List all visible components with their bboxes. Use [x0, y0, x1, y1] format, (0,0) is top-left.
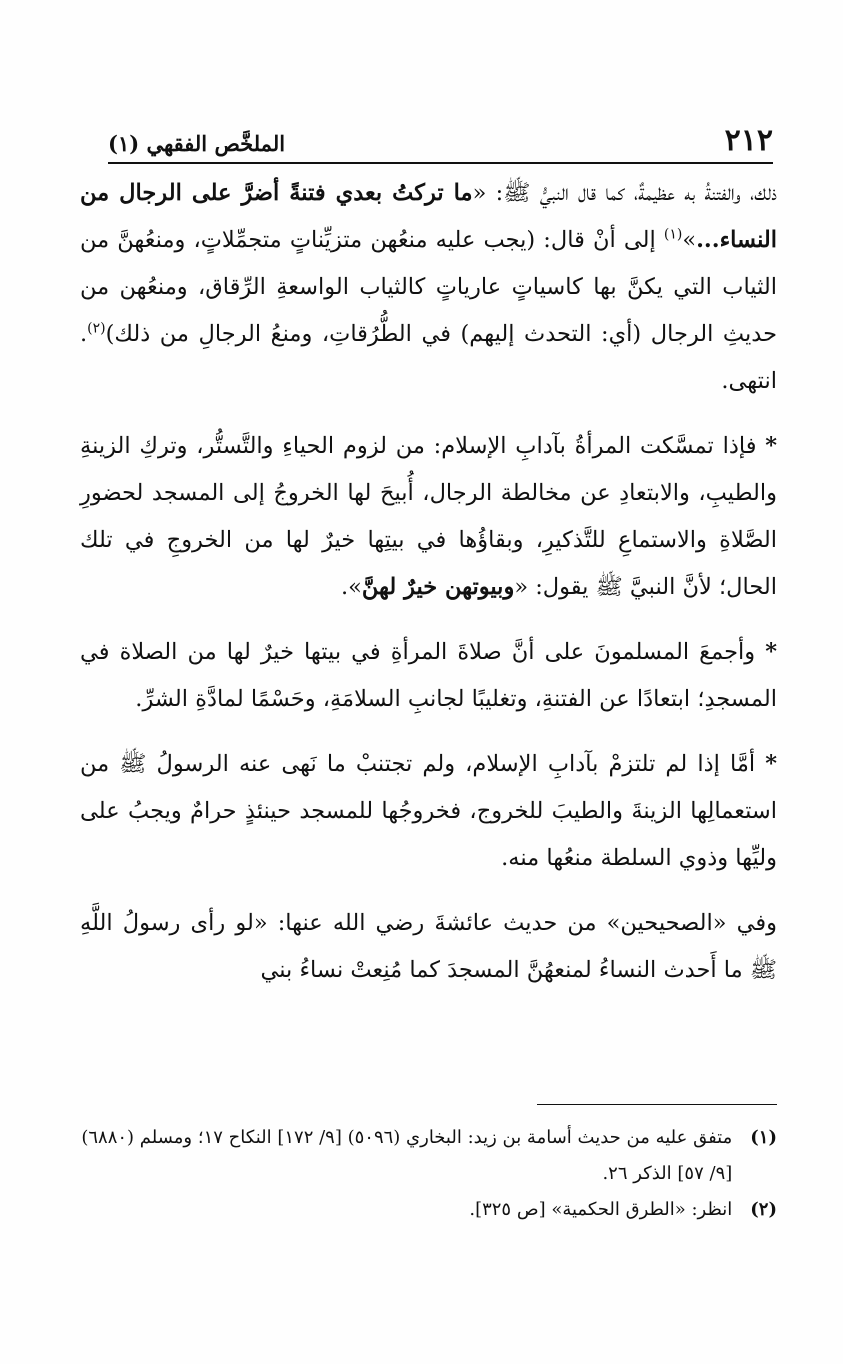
bullet-star: * — [765, 433, 777, 459]
hadith-quote-2: وبيوتهن خيرٌ لهنَّ — [361, 574, 515, 600]
footnotes — [80, 1120, 777, 1228]
p5-text: وفي «الصحيحين» من حديث عائشةَ رضي الله عنها: «لو رأى رسولُ اللَّهِ ﷺ ما أَحدث النساءُ لمنعهُنَّ المسجدَ كما مُنِعتْ نساءُ بني — [80, 910, 777, 983]
p1-intro: ذلك، والفتنةُ به عظيمةٌ، كما قال النبيُّ ﷺ: « — [472, 180, 777, 206]
footnote-divider — [537, 1104, 777, 1105]
p4-text: أمَّا إذا لم تلتزمْ بآدابِ الإسلام، ولم تجتنبْ ما نَهى عنه الرسولُ ﷺ من استعمالِها الزينةَ والطيبَ للخروج، فخروجُها للمسجد حينئذٍ حرامٌ ويجبُ على وليِّها وذوي السلطة منعُها منه. — [80, 751, 777, 871]
p2-ending: ». — [340, 574, 362, 600]
paragraph-3 — [80, 629, 777, 723]
footnote-ref-2[interactable]: (٢) — [87, 320, 106, 337]
paragraph-2 — [80, 423, 777, 611]
p3-text: وأجمعَ المسلمونَ على أنَّ صلاةَ المرأةِ في بيتها خيرٌ لها من الصلاة في المسجدِ؛ ابتعادًا عن الفتنةِ، وتغليبًا لجانبِ السلامَةِ، وحَسْمًا لمادَّةِ الشرِّ. — [80, 639, 777, 712]
page-header — [108, 112, 773, 164]
footnote-text: انظر: «الطرق الحكمية» [ص ٣٢٥]. — [469, 1199, 733, 1220]
hadith-quote-1: ما تركتُ بعدي فتنةً أضرَّ على الرجال من النساء... — [80, 180, 777, 253]
page-number: ٢١٢ — [724, 123, 773, 158]
footnote-ref-1[interactable]: (١) — [663, 226, 683, 243]
paragraph-1 — [80, 170, 777, 405]
bullet-star: * — [765, 639, 777, 665]
p1-quote-close: » — [682, 227, 697, 253]
p1-continuation: إلى أنْ قال: (يجب عليه منعُهن متزيِّناتٍ متجمِّلاتٍ، ومنعُهنَّ من الثياب التي يكنَّ بها كاسياتٍ عارياتٍ كالثياب الواسعةِ الرِّقاق، ومنعُهن من حديثِ الرجال (أي: التحدث إليهم) في الطُّرُقاتِ، ومنعُ الرجالِ من ذلك) — [80, 227, 777, 347]
running-title: الملخَّص الفقهي (١) — [108, 131, 286, 156]
footnote-2 — [80, 1192, 777, 1228]
bullet-star: * — [765, 751, 777, 777]
footnote-number: (٢) — [750, 1199, 777, 1220]
p2-text: فإذا تمسَّكت المرأةُ بآدابِ الإسلام: من لزوم الحياءِ والتَّستُّر، وتركِ الزينةِ والطيبِ، والابتعادِ عن مخالطة الرجال، أُبيحَ لها الخروجُ إلى المسجد لحضورِ الصَّلاةِ والاستماعِ للتَّذكيرِ، وبقاؤُها في بيتِها خيرٌ لها من الخروجِ في تلك الحال؛ لأنَّ النبيَّ ﷺ يقول: « — [80, 433, 777, 600]
footnote-1 — [80, 1120, 777, 1192]
footnote-number: (١) — [750, 1127, 777, 1148]
p1-ending: . انتهى. — [80, 321, 777, 394]
paragraph-5 — [80, 900, 777, 994]
main-text — [80, 170, 777, 1012]
paragraph-4 — [80, 741, 777, 882]
footnote-text: متفق عليه من حديث أسامة بن زيد: البخاري (٥٠٩٦) [٩/ ١٧٢] النكاح ١٧؛ ومسلم (٦٨٨٠) [٩/ ٥٧] الذكر ٢٦. — [81, 1127, 733, 1184]
